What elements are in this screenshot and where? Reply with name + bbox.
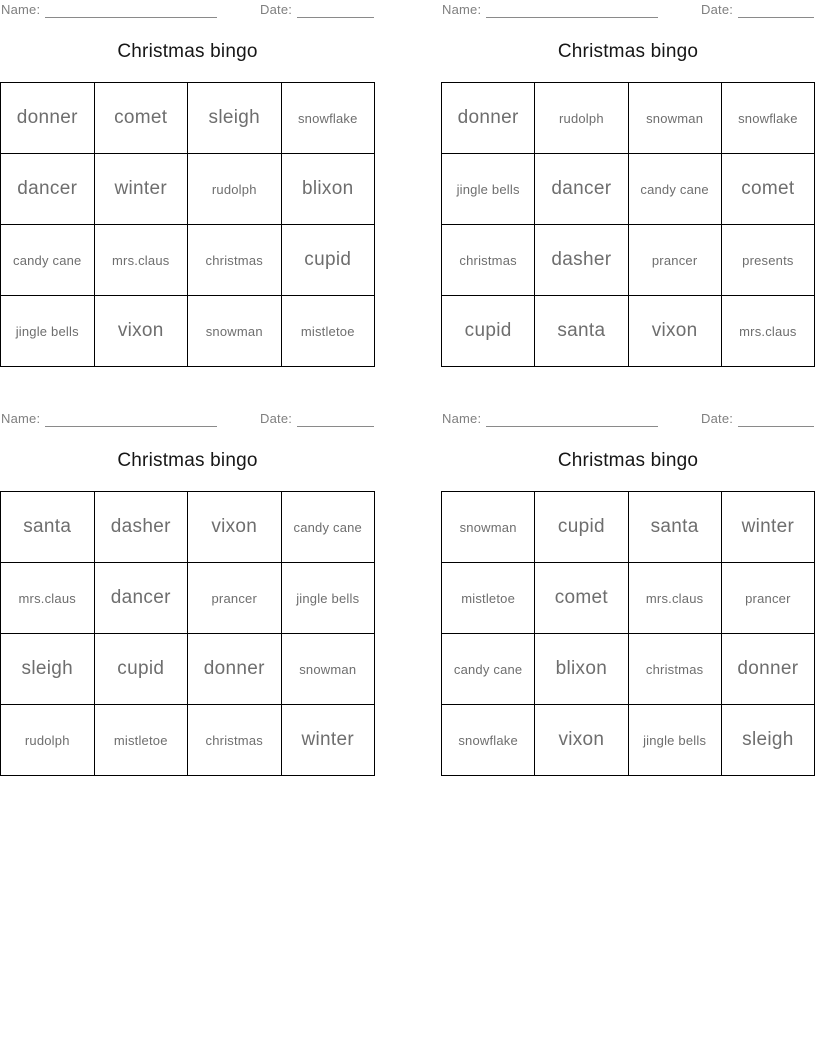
bingo-card-bottom-right xyxy=(441,409,815,771)
name-label: Name: xyxy=(442,411,482,426)
date-label: Date: xyxy=(701,2,734,17)
name-label: Name: xyxy=(1,411,41,426)
bingo-cell: dasher xyxy=(535,225,628,296)
bingo-cell: sleigh xyxy=(188,83,282,154)
date-blank-line xyxy=(297,1,374,18)
bingo-cell: winter xyxy=(281,705,375,776)
date-label: Date: xyxy=(260,2,293,17)
bingo-cell: mrs.claus xyxy=(721,296,814,367)
bingo-cell: cupid xyxy=(535,492,628,563)
bingo-cell: comet xyxy=(535,563,628,634)
bingo-cell: winter xyxy=(721,492,814,563)
bingo-row xyxy=(442,225,815,296)
bingo-row xyxy=(1,296,375,367)
bingo-cell: sleigh xyxy=(1,634,95,705)
bingo-cell: candy cane xyxy=(1,225,95,296)
date-blank-line xyxy=(297,410,374,427)
bingo-cell: cupid xyxy=(281,225,375,296)
bingo-cell: dasher xyxy=(94,492,188,563)
card-header xyxy=(0,409,375,429)
bingo-cell: mistletoe xyxy=(281,296,375,367)
bingo-cell: santa xyxy=(535,296,628,367)
bingo-cell: mistletoe xyxy=(94,705,188,776)
bingo-row xyxy=(1,154,375,225)
bingo-cell: snowman xyxy=(188,296,282,367)
bingo-row xyxy=(1,705,375,776)
card-header xyxy=(441,409,815,429)
bingo-grid xyxy=(441,82,815,367)
date-label: Date: xyxy=(260,411,293,426)
bingo-cell: blixon xyxy=(281,154,375,225)
card-title: Christmas bingo xyxy=(117,41,258,62)
bingo-cell: donner xyxy=(1,83,95,154)
bingo-cell: cupid xyxy=(442,296,535,367)
card-title: Christmas bingo xyxy=(557,41,699,62)
bingo-cell: rudolph xyxy=(188,154,282,225)
bingo-cell: christmas xyxy=(188,705,282,776)
card-title: Christmas bingo xyxy=(117,450,258,471)
bingo-cell: christmas xyxy=(628,634,721,705)
bingo-cell: christmas xyxy=(188,225,282,296)
date-blank-line xyxy=(738,410,814,427)
bingo-grid xyxy=(441,491,815,776)
bingo-cell: jingle bells xyxy=(442,154,535,225)
bingo-cell: vixon xyxy=(535,705,628,776)
card-title: Christmas bingo xyxy=(557,450,699,471)
bingo-row xyxy=(442,705,815,776)
bingo-cell: vixon xyxy=(628,296,721,367)
bingo-cell: cupid xyxy=(94,634,188,705)
bingo-row xyxy=(442,296,815,367)
bingo-cell: donner xyxy=(442,83,535,154)
bingo-row xyxy=(1,492,375,563)
card-header xyxy=(441,0,815,20)
bingo-cell: dancer xyxy=(94,563,188,634)
bingo-cell: presents xyxy=(721,225,814,296)
bingo-grid xyxy=(0,491,375,776)
bingo-cell: christmas xyxy=(442,225,535,296)
bingo-cell: donner xyxy=(188,634,282,705)
name-blank-line xyxy=(486,1,658,18)
bingo-cell: prancer xyxy=(721,563,814,634)
name-blank-line xyxy=(45,1,217,18)
bingo-card-bottom-left xyxy=(0,409,375,771)
name-blank-line xyxy=(45,410,217,427)
bingo-cell: dancer xyxy=(535,154,628,225)
name-blank-line xyxy=(486,410,658,427)
bingo-cell: mrs.claus xyxy=(1,563,95,634)
bingo-row xyxy=(442,634,815,705)
bingo-row xyxy=(442,83,815,154)
bingo-cell: snowflake xyxy=(721,83,814,154)
bingo-cell: candy cane xyxy=(442,634,535,705)
bingo-cell: vixon xyxy=(94,296,188,367)
bingo-cell: candy cane xyxy=(628,154,721,225)
bingo-cell: prancer xyxy=(188,563,282,634)
bingo-cell: jingle bells xyxy=(628,705,721,776)
bingo-cell: rudolph xyxy=(535,83,628,154)
name-label: Name: xyxy=(1,2,41,17)
bingo-cell: jingle bells xyxy=(281,563,375,634)
bingo-cell: winter xyxy=(94,154,188,225)
bingo-row xyxy=(1,225,375,296)
bingo-cell: comet xyxy=(721,154,814,225)
bingo-cell: jingle bells xyxy=(1,296,95,367)
bingo-cell: mrs.claus xyxy=(628,563,721,634)
bingo-cell: sleigh xyxy=(721,705,814,776)
bingo-cell: santa xyxy=(1,492,95,563)
bingo-cell: prancer xyxy=(628,225,721,296)
card-header xyxy=(0,0,375,20)
bingo-row xyxy=(442,492,815,563)
bingo-cell: dancer xyxy=(1,154,95,225)
bingo-grid xyxy=(0,82,375,367)
name-label: Name: xyxy=(442,2,482,17)
bingo-row xyxy=(1,634,375,705)
bingo-cell: blixon xyxy=(535,634,628,705)
bingo-cell: snowman xyxy=(281,634,375,705)
bingo-cell: snowman xyxy=(442,492,535,563)
bingo-cell: snowman xyxy=(628,83,721,154)
bingo-cell: snowflake xyxy=(281,83,375,154)
bingo-cell: comet xyxy=(94,83,188,154)
date-label: Date: xyxy=(701,411,734,426)
bingo-row xyxy=(442,563,815,634)
bingo-cell: mistletoe xyxy=(442,563,535,634)
bingo-cell: snowflake xyxy=(442,705,535,776)
bingo-cell: candy cane xyxy=(281,492,375,563)
bingo-card-top-right xyxy=(441,0,815,362)
bingo-cell: mrs.claus xyxy=(94,225,188,296)
bingo-cell: vixon xyxy=(188,492,282,563)
bingo-row xyxy=(1,563,375,634)
bingo-row xyxy=(1,83,375,154)
bingo-card-top-left xyxy=(0,0,375,362)
bingo-cell: santa xyxy=(628,492,721,563)
date-blank-line xyxy=(738,1,814,18)
bingo-cell: rudolph xyxy=(1,705,95,776)
bingo-row xyxy=(442,154,815,225)
bingo-cell: donner xyxy=(721,634,814,705)
